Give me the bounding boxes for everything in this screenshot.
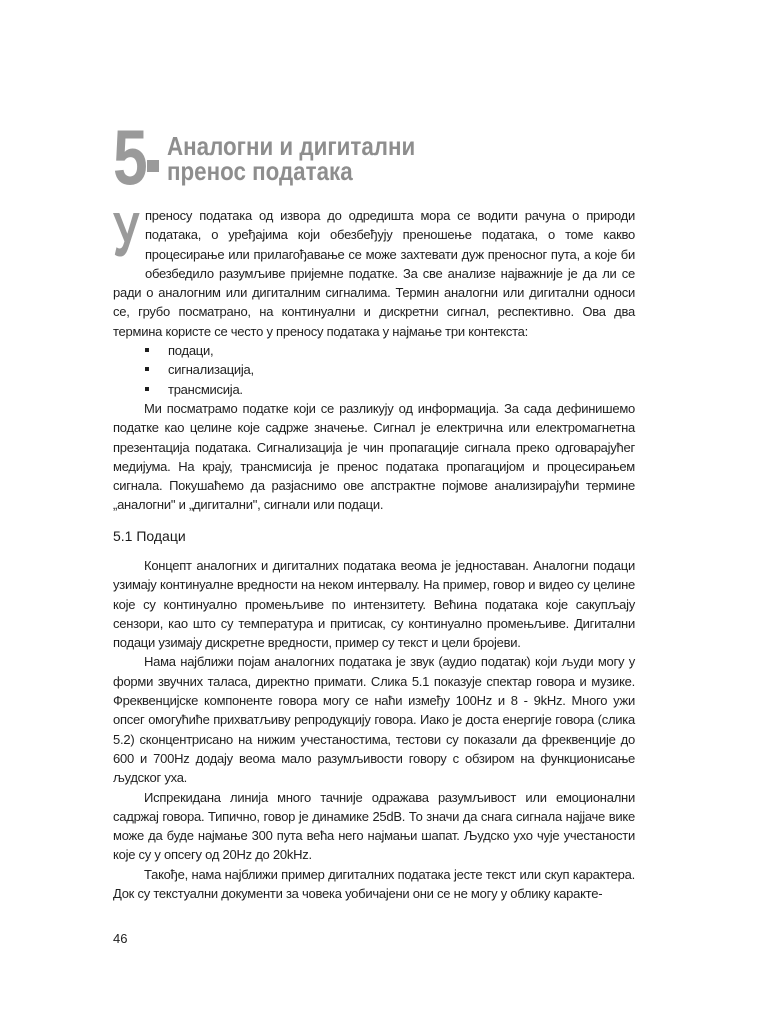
chapter-heading (113, 113, 653, 201)
intro-paragraph-1 (113, 201, 635, 341)
bullet-item: сигнализација, (143, 360, 635, 379)
bullet-item: подаци, (143, 341, 635, 360)
section-paragraph: Концепт аналогних и дигиталних података веома је једноставан. Аналогни подаци узимају континуалне вредности на неком интервалу. На пример, говор и видео су целине које су континуално промењљиве по интензитету. Већина података које сакупљају сензори, као што су температура и притисак, су континуално промењљиве. Дигитални подаци узимају дискретне вредности, пример су текст и цели бројеви. (113, 558, 635, 651)
chapter-number-dot (147, 160, 159, 172)
section-paragraph: Нама најближи појам аналогних података је звук (аудио податак) који људи могу у форми звучних таласа, директно примати. Слика 5.1 показује спектар говора и музике. Фреквенцијске компоненте говора могу се наћи између 100Hz и 8 - 9kHz. Много ужи опсег омогућиће прихватљиву репродукцију говора. Иако је доста енергије говора (слика 5.2) сконцентрисано на нижим учестаностима, тестови су показали да фреквенције до 600 и 700Hz додају веома мало разумљивости говору с обзиром на функционисање људског уха. (113, 654, 635, 786)
intro-paragraph-2: Ми посматрамо податке који се разликују од информација. За сада дефинишемо податке као целине које садрже значење. Сигнал је електрична или електромагнетна презентација података. Сигнализација је чин пропагације сигнала преко одговарајућег медијума. На крају, трансмисија је пренос података пропагацијом и процесирањем сигнала. Покушаћемо да разјаснимо ове апстрактне појмове анализирајући термине „аналогни" и „дигитални", сигнали или подаци. (113, 400, 635, 513)
intro-paragraph-1-text: преносу података од извора до одредишта мора се водити рачуна о природи података, о уређајима који обезбеђују преношење података, о томе какво процесирање или прилагођавање се може захтевати дуж преносног пута, а које би обезбедило разумљиве пријемне податке. За све анализе најважније је да ли се ради о аналогним или дигиталним сигналима. Термин аналогни или дигитални односи се, грубо посматрано, на континуални и дискретни сигнал, респективно. Ова два термина користе се често у преносу података у најмање три контекста: (113, 208, 635, 339)
section-paragraph: Испрекидана линија много тачније одражава разумљивост или емоционални садржај говора. Типично, говор је динамике 25dB. То значи да снага сигнала најјаче вике може да буде најмање 300 пута већа него најмањи шапат. Људско ухо чује учестаности које су у опсегу од 20Hz до 20kHz. (113, 789, 635, 863)
section-text-block (113, 556, 635, 903)
chapter-title-line-1: Аналогни и дигитални (167, 131, 416, 161)
chapter-number: 5 (113, 113, 147, 201)
context-bullet-list (113, 341, 635, 399)
bullet-item: трансмисија. (143, 380, 635, 399)
chapter-title-line-2: пренос података (167, 156, 353, 186)
chapter-title (167, 131, 416, 186)
page-number: 46 (113, 931, 128, 946)
section-paragraph: Такође, нама најближи пример дигиталних података јесте текст или скуп карактера. Док су текстуални документи за човека уобичајени они се не могу у облику каракте- (113, 866, 635, 902)
drop-cap-letter: У (113, 201, 140, 270)
section-heading: 5.1 Подаци (113, 528, 186, 544)
intro-text-block (113, 201, 635, 515)
